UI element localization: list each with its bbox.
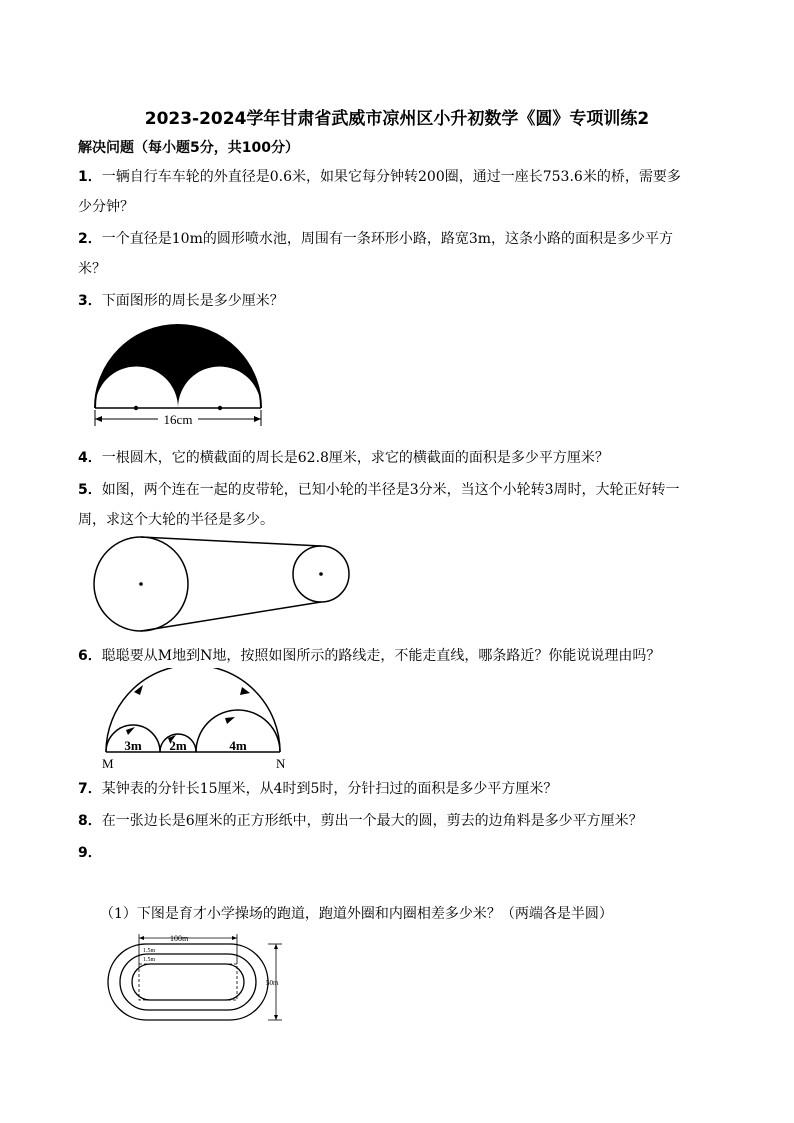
question-3-line	[78, 290, 284, 310]
center-point-right	[218, 406, 222, 410]
arrow-arc-4m	[225, 717, 235, 724]
label-m: M	[102, 756, 114, 771]
question-8-line	[78, 810, 643, 830]
question-6-figure	[96, 668, 290, 774]
dimension-label: 16cm	[163, 412, 193, 427]
dimension-arrow-left	[95, 416, 102, 422]
question-5-line-2: 周，求这个大轮的半径是多少。	[78, 512, 274, 528]
field-rectangle	[139, 964, 237, 1000]
question-5-line-1	[78, 479, 680, 499]
length-arrow-right	[232, 936, 237, 940]
arrow-arc-3m	[126, 727, 135, 735]
question-7-line	[78, 778, 557, 798]
question-5-number: 5．	[78, 482, 102, 498]
arrow-large-right	[240, 687, 250, 695]
question-6-number: 6．	[78, 648, 102, 664]
question-3-figure	[88, 318, 278, 430]
question-9-figure	[100, 930, 290, 1030]
track-inner	[132, 964, 244, 1000]
small-pulley-center	[319, 572, 323, 576]
question-3-text: 下面图形的周长是多少厘米？	[101, 293, 284, 309]
section-heading: 解决问题（每小题5分，共100分）	[78, 140, 299, 156]
question-6-text: 聪聪要从M地到N地，按照如图所示的路线走，不能走直线，哪条路近？你能说说理由吗？	[101, 648, 661, 664]
height-arrow-bottom	[274, 1015, 278, 1020]
question-5-figure	[88, 532, 360, 638]
large-pulley-center	[139, 582, 143, 586]
question-3-number: 3．	[78, 293, 102, 309]
question-1-text: 一辆自行车车轮的外直径是0.6米，如果它每分钟转200圈，通过一座长753.6米的桥，需要多	[101, 169, 681, 185]
question-8-number: 8．	[78, 813, 102, 829]
question-7-text: 某钟表的分针长15厘米，从4时到5时，分针扫过的面积是多少平方厘米？	[101, 781, 558, 797]
question-5-text: 如图，两个连在一起的皮带轮，已知小轮的半径是3分米，当这个小轮转3周时，大轮正好转一	[101, 482, 680, 498]
label-n: N	[276, 756, 286, 771]
question-4-text: 一根圆木，它的横截面的周长是62.8厘米，求它的横截面的面积是多少平方厘米？	[101, 450, 609, 466]
question-1-line-1	[78, 166, 681, 186]
question-4-line	[78, 447, 609, 467]
shaded-region	[95, 325, 261, 408]
length-arrow-left	[139, 936, 144, 940]
question-2-line-2: 米？	[78, 261, 106, 277]
question-4-number: 4．	[78, 450, 102, 466]
question-9-sub-1: （1）下图是育才小学操场的跑道，跑道外圈和内圈相差多少米？（两端各是半圆）	[100, 906, 613, 922]
question-9-number: 9．	[78, 845, 102, 861]
label-4m: 4m	[229, 738, 247, 753]
question-1-line-2: 少分钟？	[78, 199, 134, 215]
length-label: 100m	[170, 934, 189, 943]
question-8-text: 在一张边长是6厘米的正方形纸中，剪出一个最大的圆，剪去的边角料是多少平方厘米？	[101, 813, 643, 829]
height-arrow-top	[274, 944, 278, 949]
belt-bottom	[141, 602, 321, 631]
question-7-number: 7．	[78, 781, 102, 797]
lane-width-1: 1.5m	[143, 948, 156, 954]
question-2-text: 一个直径是10m的圆形喷水池，周围有一条环形小路，路宽3m，这条小路的面积是多少平方	[101, 231, 674, 247]
center-point-left	[134, 406, 138, 410]
dimension-arrow-right	[254, 416, 261, 422]
question-2-number: 2．	[78, 231, 102, 247]
lane-width-2: 1.5m	[143, 957, 156, 963]
question-6-line	[78, 645, 660, 665]
question-2-line-1	[78, 228, 673, 248]
track-middle	[120, 954, 256, 1010]
label-3m: 3m	[124, 738, 142, 753]
page-title: 2023-2024学年甘肃省武威市凉州区小升初数学《圆》专项训练2	[144, 109, 650, 129]
label-2m: 2m	[169, 738, 187, 753]
question-1-number: 1．	[78, 169, 102, 185]
height-label: 50m	[266, 979, 279, 987]
